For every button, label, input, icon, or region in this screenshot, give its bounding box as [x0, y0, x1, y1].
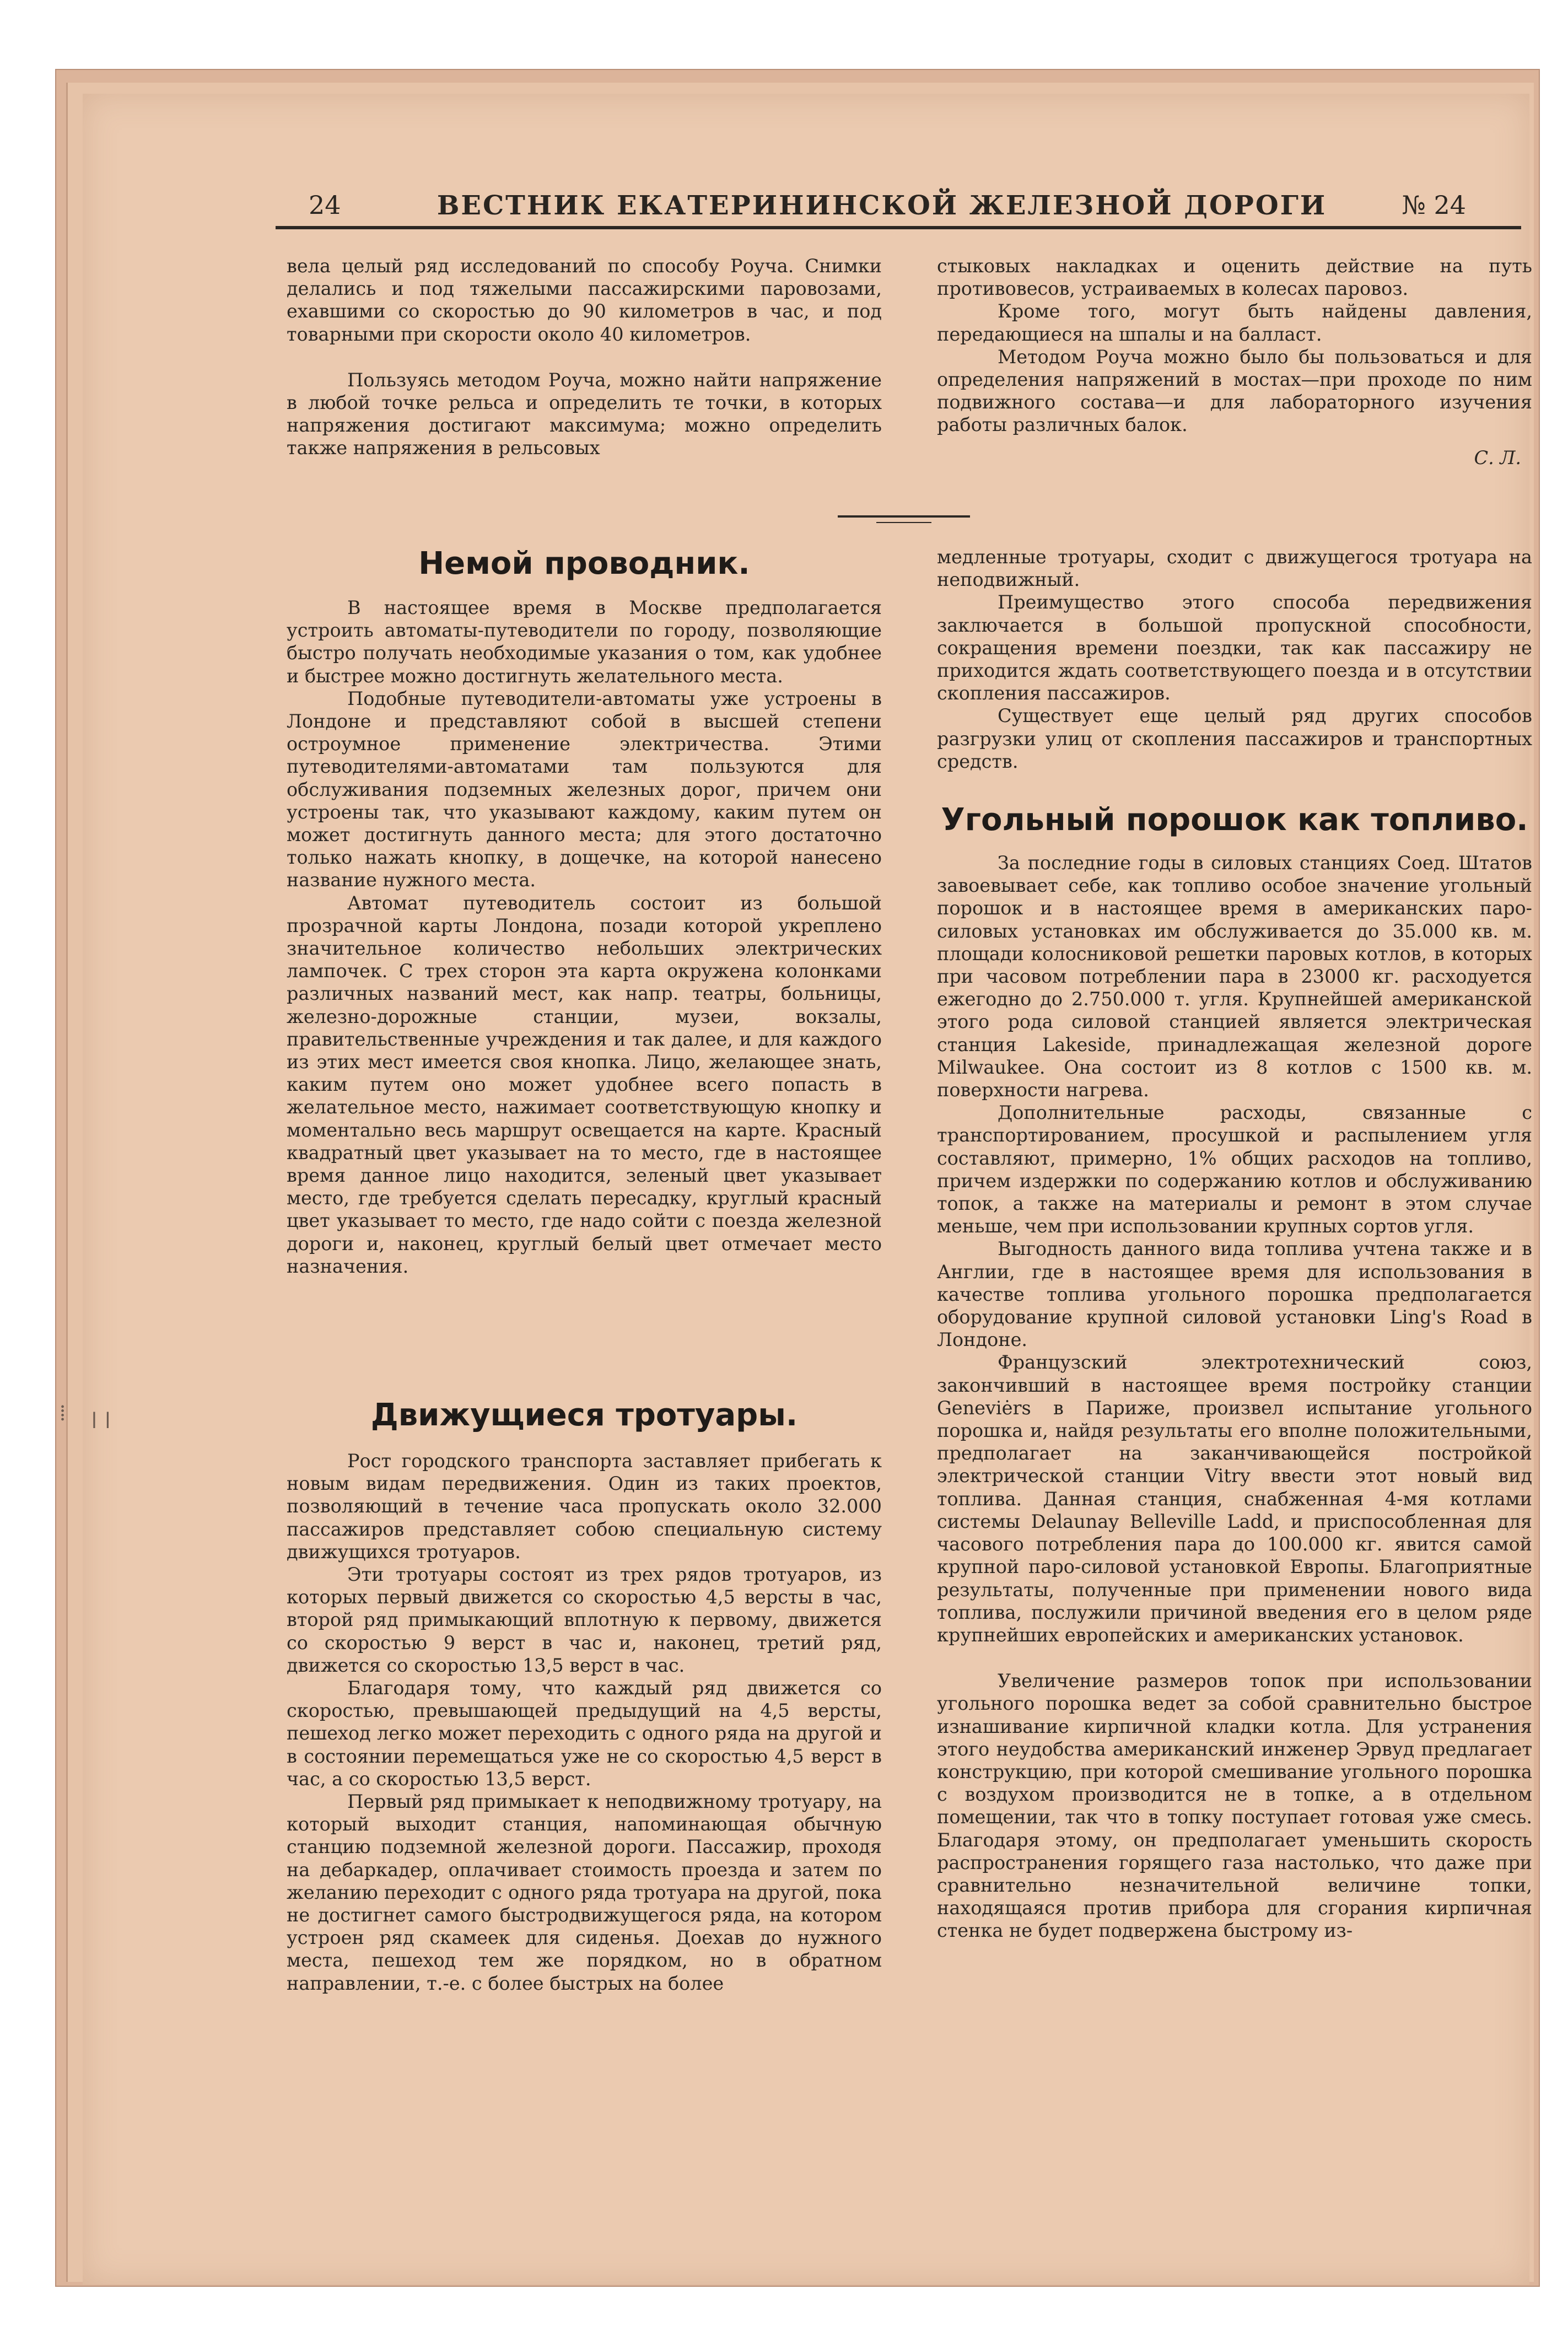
left-top-column — [287, 255, 882, 460]
paragraph: Преимущество этого способа передвижения заключается в большой пропускной способности, сокращения времени поездки, так как пассажиру не приходится ждать соответствующего поезда и в отсутствии скопления пассажиров. — [937, 591, 1532, 704]
paragraph: вела целый ряд исследований по способу Роуча. Снимки делались и под тяжелыми пассажирскими паровозами, ехавшими со скоростью до 90 километров в час, и под товарными при скорости около 40 километров. — [287, 255, 882, 345]
paragraph: Французский электротехнический союз, закончивший в настоящее время постройку станции Geneviėrs в Париже, произвел испытание угольного порошка и, найдя результаты его вполне положительными, предполагает на заканчивающейся постройкой электрической станции Vitry ввести этот новый вид топлива. Данная станция, снабженная 4-мя котлами системы Delaunay Belleville Ladd, и приспособленная для часового потребления пара до 100.000 кг. явится самой крупной паро-силовой установкой Европы. Благоприятные результаты, полученные при применении нового вида топлива, послужили причиной введения его в целом ряде крупнейших европейских и американских установок. — [937, 1351, 1532, 1646]
paragraph: Благодаря тому, что каждый ряд движется со скоростью, превышающей предыдущий на 4,5 версты, пешеход легко может переходить с одного ряда на другой и в состоянии перемещаться уже не со скоростью 4,5 верст в час, а со скоростью 13,5 верст. — [287, 1677, 882, 1790]
paragraph: Выгодность данного вида топлива учтена также и в Англии, где в настоящее время для использования в качестве топлива угольного порошка предполагается оборудование крупной силовой установки Ling's Road в Лондоне. — [937, 1238, 1532, 1351]
page-number: 24 — [309, 190, 341, 220]
paragraph: Существует еще целый ряд других способов разгрузки улиц от скопления пассажиров и транспортных средств. — [937, 705, 1532, 772]
paragraph: Методом Роуча можно было бы пользоваться и для определения напряжений в мостах—при проходе по ним подвижного состава—и для лабораторного изучения работы различных балок. — [937, 346, 1532, 436]
left-column-article-2 — [287, 1450, 882, 1995]
paragraph: Эти тротуары состоят из трех рядов тротуаров, из которых первый движется со скоростью 4,5 версты в час, второй ряд примыкающий вплотную к первому, движется со скоростью 9 верст в час и, наконец, третий ряд, движется со скоростью 13,5 верст в час. — [287, 1564, 882, 1676]
paragraph: Увеличение размеров топок при использовании угольного порошка ведет за собой сравнительно быстрое изнашивание кирпичной кладки котла. Для устранения этого неудобства американский инженер Эрвуд предлагает конструкцию, при которой смешивание угольного порошка с воздухом производится не в топке, а в отдельном помещении, так что в топку поступает готовая уже смесь. Благодаря этому, он предполагает уменьшить скорость распространения горящего газа настолько, что даже при сравнительно незначительной величине топки, находящаяся против прибора для сгорания кирпичная стенка не будет подвержена быстрому из- — [937, 1670, 1532, 1942]
margin-pencil-mark: ⁞ — [60, 1401, 66, 1426]
right-top-column — [937, 255, 1532, 469]
author-signature: С. Л. — [1474, 446, 1521, 468]
margin-pencil-mark: ǀ ǀ — [91, 1408, 111, 1434]
article-heading: Немой проводник. — [418, 546, 750, 581]
paragraph: Кроме того, могут быть найдены давления, передающиеся на шпалы и на балласт. — [937, 300, 1532, 345]
paragraph: стыковых накладках и оценить действие на путь противовесов, устраиваемых в колесах паровоз. — [937, 255, 1532, 300]
paragraph: За последние годы в силовых станциях Соед. Штатов завоевывает себе, как топливо особое значение угольный порошок и в настоящее время в американских паро-силовых установках им обслуживается до 35.000 кв. м. площади колосниковой решетки паровых котлов, в которых при часовом потреблении пара в 23000 кг. расходуется ежегодно до 2.750.000 т. угля. Крупнейшей американской этого рода силовой станцией является электрическая станция Lakeside, принадлежащая железной дороге Milwaukee. Она состоит из 8 котлов с 1500 кв. м. поверхности нагрева. — [937, 852, 1532, 1101]
journal-title: ВЕСТНИК ЕКАТЕРИНИНСКОЙ ЖЕЛЕЗНОЙ ДОРОГИ — [437, 190, 1327, 221]
paragraph: Подобные путеводители-автоматы уже устроены в Лондоне и представляют собой в высшей степени остроумное применение электричества. Этими путеводителями-автоматами там пользуются для обслуживания подземных железных дорог, причем они устроены так, что указывают каждому, каким путем он может достигнуть данного места; для этого достаточно только нажать кнопку, в дощечке, на которой нанесено название нужного места. — [287, 687, 882, 891]
page-header — [226, 190, 1538, 223]
issue-number: № 24 — [1402, 190, 1466, 220]
header-rule — [276, 226, 1521, 229]
paragraph: Рост городского транспорта заставляет прибегать к новым видам передвижения. Один из таких проектов, позволяющий в течение часа пропускать около 32.000 пассажиров представляет собою специальную систему движущихся тротуаров. — [287, 1450, 882, 1563]
paragraph: Первый ряд примыкает к неподвижному тротуару, на который выходит станция, напоминающая обычную станцию подземной железной дороги. Пассажир, проходя на дебаркадер, оплачивает стоимость проезда и затем по желанию переходит с одного ряда тротуара на другой, пока не достигнет самого быстродвижущегося ряда, на котором устроен ряд скамеек для сиденья. Доехав до нужного места, пешеход тем же порядком, но в обратном направлении, т.-е. с более быстрых на более — [287, 1791, 882, 1994]
paragraph: Дополнительные расходы, связанные с транспортированием, просушкой и распылением угля составляют, примерно, 1% общих расходов на топливо, причем издержки по содержанию котлов и обслуживанию топок, а также на материалы и ремонт в этом случае меньше, чем при использовании крупных сортов угля. — [937, 1102, 1532, 1237]
paragraph: медленные тротуары, сходит с движущегося тротуара на неподвижный. — [937, 546, 1532, 591]
section-divider-short — [876, 522, 931, 523]
right-column-continuation — [937, 546, 1532, 773]
article-heading: Угольный порошок как топливо. — [941, 802, 1528, 838]
paragraph: Пользуясь методом Роуча, можно найти напряжение в любой точке рельса и определить те точки, в которых напряжения достигают максимума; можно определить также напряжения в рельсовых — [287, 369, 882, 459]
article-heading: Движущиеся тротуары. — [370, 1397, 798, 1433]
paragraph: Автомат путеводитель состоит из большой прозрачной карты Лондона, позади которой укреплено значительное количество небольших электрических лампочек. С трех сторон эта карта окружена колонками различных названий мест, как напр. театры, больницы, железно-дорожные станции, музеи, вокзалы, правительственные учреждения и так далее, и для каждого из этих мест имеется своя кнопка. Лицо, желающее знать, каким путем оно может удобнее всего попасть в желательное место, нажимает соответствующую кнопку и моментально весь маршрут освещается на карте. Красный квадратный цвет указывает на то место, где в настоящее время данное лицо находится, зеленый цвет указывает место, где требуется сделать пересадку, круглый красный цвет указывает то место, где надо сойти с поезда железной дороги и, наконец, круглый белый цвет отмечает место назначения. — [287, 892, 882, 1277]
section-divider — [838, 515, 970, 518]
right-column-article-3 — [937, 852, 1532, 1942]
paragraph: В настоящее время в Москве предполагается устроить автоматы-путеводители по городу, позволяющие быстро получать необходимые указания о том, как удобнее и быстрее можно достигнуть желательного места. — [287, 597, 882, 687]
left-column-article-1 — [287, 596, 882, 1278]
